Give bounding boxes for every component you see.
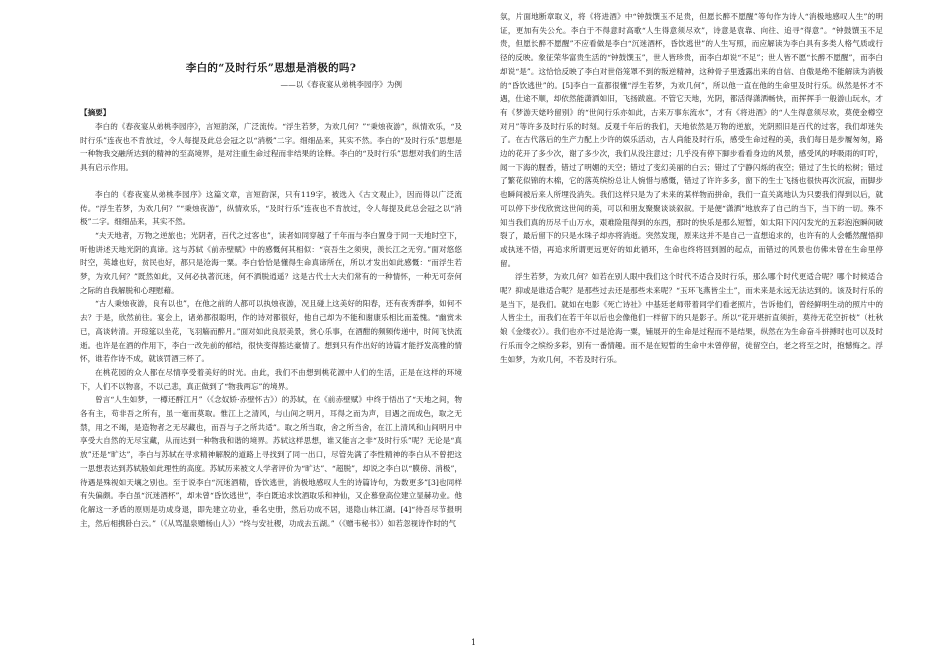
abstract-paragraph: 李白的《春夜宴从弟桃李园序》，言短韵深，广泛流传。“浮生若梦，为欢几何？”“秉烛夜游”，纵情欢乐，“及时行乐”连夜也不肯放过，令人每提及此总会冠之以“消极”二字。细细品来，其实不然。李白的“及时行乐”思想是一种物我交融所达到的精神的至高境界，是对注重生命过程而非结果的诠释。李白的“及时行乐”思想对我们的生活具有启示作用。 xyxy=(80,122,462,173)
page-number: 1 xyxy=(471,638,477,647)
body-paragraph: 浮生若梦，为欢几何？如若在别人眼中我们这个时代不适合及时行乐，那么哪个时代更适合呢？哪个时候适合呢？抑或是谁适合呢？是那些过去还是那些未来呢？“玉环飞燕皆尘土”，而未来是永远无法达到的。该及时行乐的是当下，是我们。就如在电影《死亡诗社》中基廷老师带着同学们看老照片，告诉他们，曾经鲜明生动的照片中的人皆尘土，而我们在若干年以后也会像他们一样留下的只是影子。所以“花开堪折直须折，莫待无花空折枝”（杜秋娘《金缕衣》）。我们也亦不过是沧海一粟，铺展开的生命是过程而不是结果，纵然在为生命奋斗拼搏时也可以及时行乐而令之缤纷多彩，别有一番情趣。而不是在短暂的生命中未曾停留，徒留空白，老之将至之时，抱憾悔之。浮生如梦，为欢几何，不若及时行乐。 xyxy=(500,272,883,364)
paper-title: 李白的“及时行乐”思想是消极的吗? xyxy=(185,62,357,74)
right-column xyxy=(500,10,883,366)
left-column xyxy=(80,0,462,530)
abstract-label: 【摘要】 xyxy=(80,108,111,117)
paper-subtitle: ——以《春夜宴从弟桃李园序》为例 xyxy=(280,80,402,89)
body-paragraph: 氛，片面地断章取义，将《将进酒》中“钟鼓馔玉不足贵，但愿长醉不愿醒”等句作为诗人“消极地感叹人生”的明证，更加有失公允。李白于不得意时高歌“人生得意须尽欢”，诗意是袁靠、向往、追寻“得意”。“钟鼓馔玉不足贵，但愿长醉不愿醒”不应看做是李白“沉迷酒杯，昏饮逃世”的人生写照，而应解读为李白具有多类人格气质或行径的反映。象征荣华富贵生活的“钟鼓馔玉”，世人皆珍贵，而李白却说“不足”；世人皆不愿“长醉不愿醒”，而李白却说“是”。这恰恰反映了李白对世俗笼罩不到的叛逆精神，这种骨子里透露出来的自信、自傲是绝不能解读为消极的“昏饮逃世”的。[5]李白一直都很懂“浮生若梦，为欢几何”，所以他一直在他的生命里及时行乐。纵然是怀才不遇，仕途不顺，却依然能潇洒如旧，飞扬跋扈。不管它天地，光阴，都活得潇洒畅快，而挥挥手一般游山玩水，才有《梦游天姥吟留别》的“世间行乐亦如此，古来万事东流水”，才有《将进酒》的“人生得意须尽欢，莫使金樽空对月”等许多及时行乐的时刻。反观千年后的我们，天地依然是万物的逆旅，光阴照旧是百代的过客，我们却迷失了。在古代落后的生产力配上少许的娱乐活动，古人尚能及时行乐，感受生命过程的美，我们每日是步履匆匆，路边的花开了多少次，谢了多少次，我们从没注意过；几乎没有停下脚步看看身边的风景，感受风的呼吸雨的叮咛，闻一下海的腥香，错过了明媚的天空；错过了变幻美丽的白云；错过了宁静闪烁的夜空；错过了生长的松树；错过了繁花似锦的木棉，它的落英缤纷总让人惋惜与感慨，错过了许许多多，窗下的生士飞扬也很快再次沉寂，而脚步也瞬间被后来人所埋没消失。我们这样只是为了未来的某样物而拼命，我们一直关离地认为只要我们得到以后，就可以停下步伐欣赏这世间的美，可以和朋友聚聚谈谈叙叙。于是便“潇洒”地放弃了自己的当下，当下的一切。殊不知当我们真的历尽千山万水，艰难险阻得到的东西，那时的快乐是那么短暂，如太阳下闪闪发光的五彩泡泡瞬间破裂了，最后留下的只是水珠子却亦将消逝。突然发现，原来这并不是自己一直想追求的，也许有的人会幡然醒悟抑或执迷不悟，再追求所谓更远更好的如此循环，生命也终将回到圆的起点，而错过的风景也仿佛未曾在生命里停留。 xyxy=(500,12,883,268)
body-paragraph: 曾言“人生如梦，一樽还酹江月”（《念奴娇·赤壁怀古》）的苏轼，在《前赤壁赋》中终于悟出了“天地之间，物各有主，苟非吾之所有，虽一毫而莫取。惟江上之清风，与山间之明月，耳得之而为声，目遇之而成色，取之无禁，用之不竭，是造物者之无尽藏也，而吾与子之所共适”。取之所当取，舍之所当舍，在江上清风和山间明月中享受大自然的无尽宝藏，从而达到一种物我和谐的境界。苏轼这样思想，谁又能言之非“及时行乐”呢？无论是“真放”还是“旷达”，李白与苏轼在寻求精神解脱的道路上寻找到了同一出口，尽管先满了李性精神的李白从不曾把这一思想表达到苏轼般如此理性的高度。苏轼历来被文人学者评价为“旷达”、“超脱”，却说之李白以“膜傍、消极”，待遇是殊视如天壤之别也。至于说李白“沉迷酒精，昏饮逃世，消极地感叹人生的诗篇诗句，为数更多”[3]也同样有失偏颇。李白虽“沉迷酒杯”，却未曾“昏饮逃世”，李白既追求饮酒取乐和神仙，又企慕登高位建立显赫功业。他化解这一矛盾的原则是功成身退，即先建立功业，垂名史册，然后功成不居，退隐山林江湖。[4]“待吾尽节报明主，然后相携卧白云。”（《从骂温泉赠杨山人》）“终与安社稷，功成去五湖。”（《赠韦秘书》）如若忽视诗作时的气 xyxy=(80,395,462,528)
body-paragraph: 在桃花园的众人都在尽情享受着美好的时光。由此，我们不由想到桃花源中人们的生活，正是在这样的环境下，人们不以物喜，不以己悲，真正做到了“物我两忘”的境界。 xyxy=(80,367,462,391)
body-paragraph: “古人秉烛夜游，良有以也”，在他之前的人都可以执烛夜游，况且碰上这美好的阳春，还有夜秀群季，如何不去？于是，欣然前往。宴会上，诸弟都很聪明，作的诗对都很好，他自己却为不能和谢康乐相比而羞愧。“幽赏未已，高谈转清。开琼筵以坐花，飞羽觞而醉月。”面对如此良辰美景，赏心乐事，在酒酣的频频传递中，时间飞快流逝。也许是在酒的作用下，李白一改先前的郁结，很快变得豁达豪情了。想到只有作出好的诗篇才能抒发高雅的情怀，谁若作诗不成，就该罚酒三杯了。 xyxy=(80,299,462,364)
body-paragraph: 李白的《春夜宴从弟桃李园序》这篇文章，言短韵深，只有119字，被选入《古文观止》，因而得以广泛流传。“浮生若梦，为欢几何？”“秉烛夜游”，纵情欢乐，“及时行乐”连夜也不肯放过，令人每提及此总会冠之以“消极”二字。细细品来，其实不然。 xyxy=(80,189,462,227)
body-paragraph: “夫天地者，万物之逆旅也；光阴者，百代之过客也”，读者如同穿越了千年而与李白置身于同一天地时空下，听他讲述天地光阴的真谛。这与苏轼《前赤壁赋》中的感慨何其相似：“哀吾生之须臾，羡长江之无穷。”面对悠悠时空，英雄也好，贫民也好，都只是沧海一粟。李白恰恰是懂得生命真谛所在，所以才发出如此感慨：“而浮生若梦，为欢几何？”既然如此，又何必执著沉迷，何不洒脱逍遥？这是古代士大夫们常有的一种情怀，一种无可奈何之际的自我解脱和心理慰藉。 xyxy=(80,230,462,295)
